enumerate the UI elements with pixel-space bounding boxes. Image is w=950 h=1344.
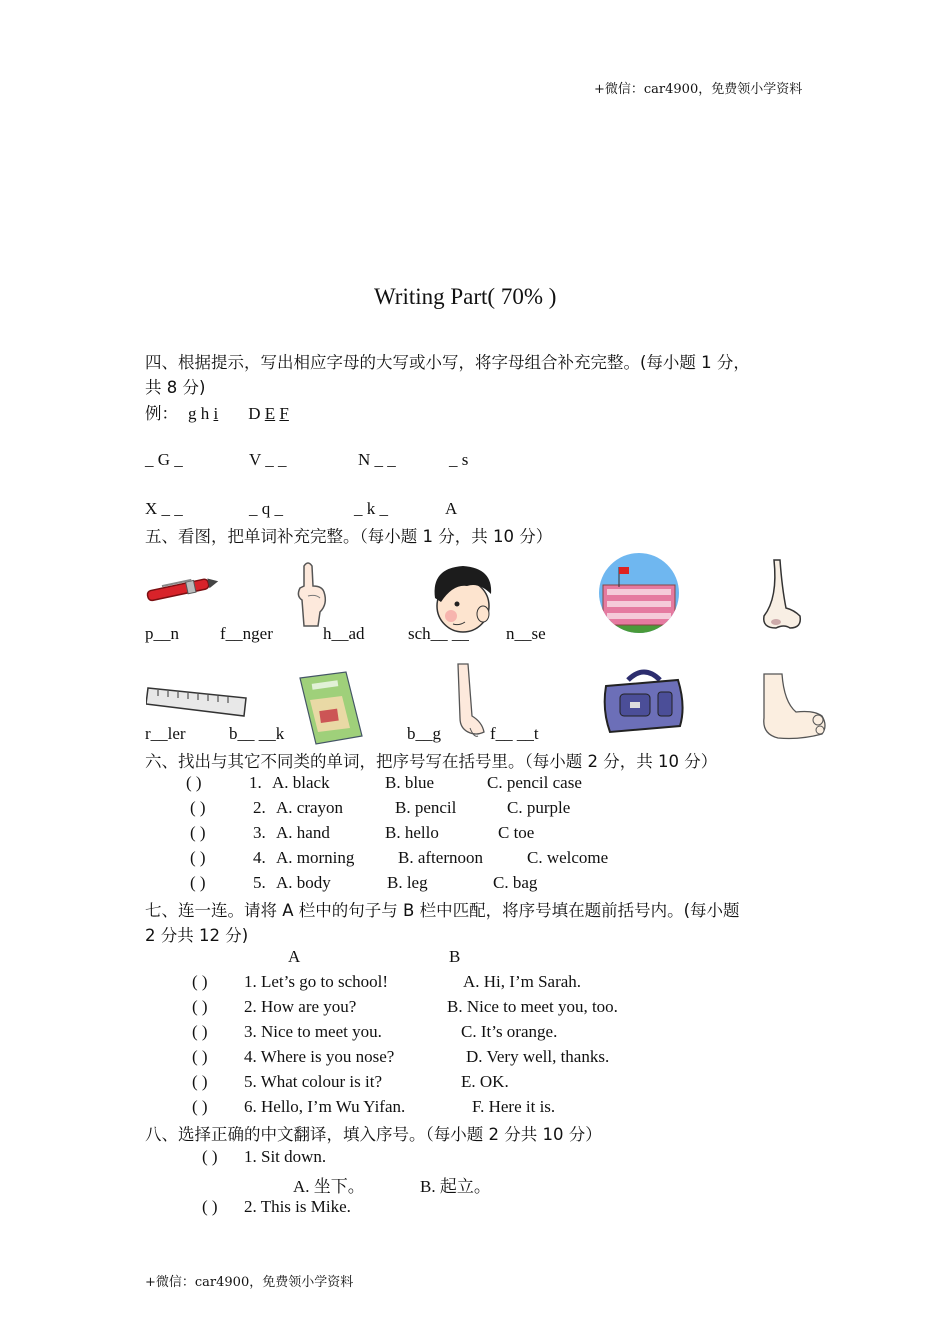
answer-paren[interactable]: ( ): [190, 873, 206, 892]
s4-instruction-line1: 四、根据提示，写出相应字母的大写或小写，将字母组合补充完整。(每小题 1 分，: [145, 353, 750, 372]
s5-word-head[interactable]: h__ad: [323, 624, 365, 643]
bag-picture: [600, 666, 688, 736]
s5-word-finger[interactable]: f__nger: [220, 624, 273, 643]
answer-paren[interactable]: ( ): [190, 848, 206, 867]
s4-row1-item2[interactable]: V _ _: [249, 450, 287, 469]
answer-paren[interactable]: ( ): [192, 1072, 208, 1091]
s6-instruction: 六、找出与其它不同类的单词，把序号写在括号里。（每小题 2 分，共 10 分）: [145, 752, 718, 771]
sentence-a: 6. Hello, I’m Wu Yifan.: [244, 1097, 406, 1116]
s5-word-foot[interactable]: f__ __t: [490, 724, 539, 743]
s4-example: [145, 400, 289, 424]
arm-picture: [452, 662, 488, 742]
option-b: B. blue: [385, 773, 435, 792]
answer-paren[interactable]: ( ): [192, 1022, 208, 1041]
s4-row2-item1[interactable]: X _ _: [145, 499, 183, 518]
footer-text: +微信：car4900，免费领小学资料: [145, 1275, 354, 1290]
sentence-b: C. It’s orange.: [461, 1022, 558, 1041]
s4-row1-item1[interactable]: _ G _: [145, 450, 183, 469]
s7-instruction-line1: 七、连一连。请将 A 栏中的句子与 B 栏中匹配，将序号填在题前括号内。(每小题: [145, 901, 740, 920]
s5-word-pen[interactable]: p__n: [145, 624, 179, 643]
school-picture: [599, 549, 679, 637]
example2-b: E: [264, 404, 276, 423]
sentence-a: 2. How are you?: [244, 997, 357, 1016]
sentence-b: B. Nice to meet you, too.: [447, 997, 618, 1016]
s5-word-bag[interactable]: b__g: [407, 724, 441, 743]
option-a: A. crayon: [276, 798, 344, 817]
question-number: 2.: [253, 798, 266, 817]
s8-q2-text: 2. This is Mike.: [244, 1197, 351, 1216]
question-number: 1.: [249, 773, 262, 792]
example1-c: i: [213, 404, 219, 423]
s7-instruction-line2: 2 分共 12 分): [145, 926, 249, 945]
example1-a: g: [188, 404, 197, 423]
s8-q2-paren[interactable]: ( ): [202, 1197, 218, 1216]
s5-word-school[interactable]: sch__ __: [408, 624, 469, 643]
question-number: 4.: [253, 848, 266, 867]
s8-q1-option-b: B. 起立。: [420, 1177, 491, 1196]
book-picture: [298, 670, 364, 746]
option-b: B. pencil: [395, 798, 457, 817]
answer-paren[interactable]: ( ): [192, 1097, 208, 1116]
s7-column-b-header: B: [449, 947, 461, 966]
sentence-b: E. OK.: [461, 1072, 509, 1091]
option-b: B. hello: [385, 823, 439, 842]
s8-q1-option-a: A. 坐下。: [293, 1177, 365, 1196]
option-c: C. purple: [507, 798, 571, 817]
answer-paren[interactable]: ( ): [186, 773, 202, 792]
sentence-a: 3. Nice to meet you.: [244, 1022, 382, 1041]
pen-picture: [143, 574, 221, 604]
foot-picture: [756, 672, 830, 742]
option-c: C. bag: [493, 873, 538, 892]
sentence-a: 4. Where is you nose?: [244, 1047, 395, 1066]
nose-picture: [758, 558, 806, 632]
s5-word-book[interactable]: b__ __k: [229, 724, 285, 743]
answer-paren[interactable]: ( ): [192, 972, 208, 991]
s4-instruction-line2: 共 8 分): [145, 378, 206, 397]
option-b: B. afternoon: [398, 848, 483, 867]
sentence-b: F. Here it is.: [472, 1097, 556, 1116]
option-c: C. welcome: [527, 848, 609, 867]
s8-q1-text: 1. Sit down.: [244, 1147, 327, 1166]
sentence-a: 5. What colour is it?: [244, 1072, 383, 1091]
answer-paren[interactable]: ( ): [192, 1047, 208, 1066]
option-b: B. leg: [387, 873, 428, 892]
header-text: +微信：car4900，免费领小学资料: [594, 82, 803, 97]
option-c: C. pencil case: [487, 773, 582, 792]
s5-word-ruler[interactable]: r__ler: [145, 724, 186, 743]
s8-instruction: 八、选择正确的中文翻译，填入序号。（每小题 2 分共 10 分）: [145, 1125, 602, 1144]
answer-paren[interactable]: ( ): [190, 798, 206, 817]
example2-a: D: [248, 404, 265, 423]
option-c: C toe: [498, 823, 535, 842]
s8-q1-paren[interactable]: ( ): [202, 1147, 218, 1166]
answer-paren[interactable]: ( ): [190, 823, 206, 842]
s4-row1-item3[interactable]: N _ _: [358, 450, 396, 469]
sentence-a: 1. Let’s go to school!: [244, 972, 389, 991]
question-number: 3.: [253, 823, 266, 842]
option-a: A. black: [272, 773, 330, 792]
question-number: 5.: [253, 873, 266, 892]
page-title: Writing Part( 70% ): [374, 284, 557, 309]
example-label: 例：: [145, 404, 178, 423]
s4-row1-item4[interactable]: _ s: [449, 450, 469, 469]
example1-b: h: [196, 404, 214, 423]
option-a: A. body: [276, 873, 331, 892]
sentence-b: A. Hi, I’m Sarah.: [463, 972, 582, 991]
s5-instruction: 五、看图，把单词补充完整。（每小题 1 分，共 10 分）: [145, 527, 553, 546]
s4-row2-item3[interactable]: _ k _: [354, 499, 388, 518]
option-a: A. hand: [276, 823, 330, 842]
s5-word-nose[interactable]: n__se: [506, 624, 546, 643]
finger-picture: [288, 560, 334, 628]
ruler-picture: [146, 682, 250, 718]
sentence-b: D. Very well, thanks.: [466, 1047, 610, 1066]
s7-column-a-header: A: [288, 947, 301, 966]
s4-row2-item4[interactable]: A: [445, 499, 458, 518]
s4-row2-item2[interactable]: _ q _: [249, 499, 283, 518]
example2-c: F: [279, 404, 289, 423]
answer-paren[interactable]: ( ): [192, 997, 208, 1016]
option-a: A. morning: [276, 848, 355, 867]
